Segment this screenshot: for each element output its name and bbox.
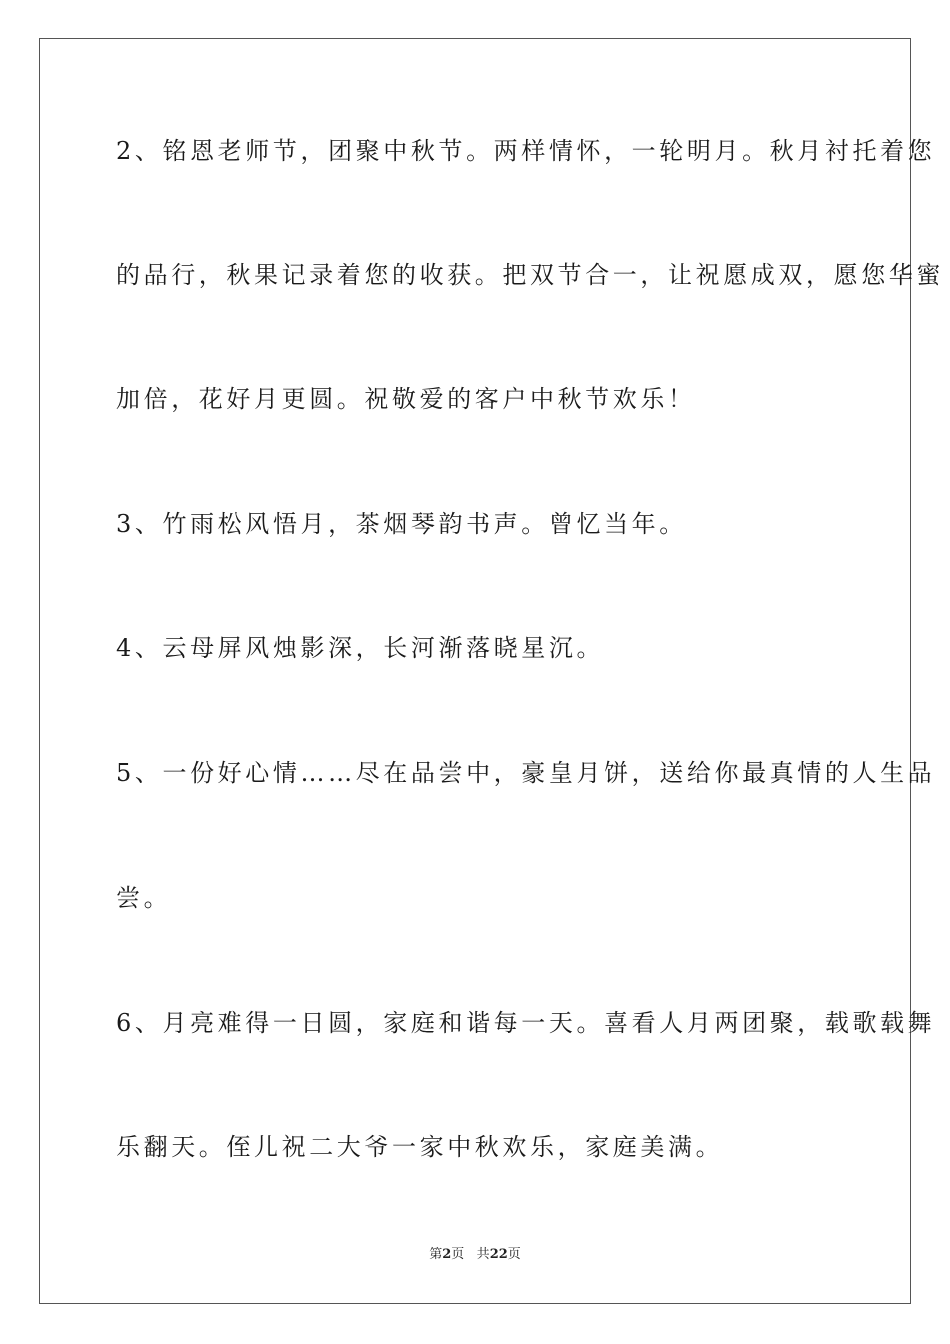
total-suffix: 页 bbox=[507, 1247, 521, 1262]
paragraph-2-line-2: 的品行，秋果记录着您的收获。把双节合一，让祝愿成双，愿您华蜜 bbox=[116, 261, 944, 289]
page-frame bbox=[39, 38, 944, 1304]
paragraph-6-line-1: 6、月亮难得一日圆，家庭和谐每一天。喜看人月两团聚，载歌载舞 bbox=[116, 1009, 936, 1037]
total-prefix: 共 bbox=[476, 1247, 490, 1262]
paragraph-4-line-1: 4、云母屏风烛影深，长河渐落晓星沉。 bbox=[116, 634, 605, 662]
total-pages: 22 bbox=[489, 1247, 508, 1262]
paragraph-6-line-2: 乐翻天。侄儿祝二大爷一家中秋欢乐，家庭美满。 bbox=[116, 1133, 724, 1161]
paragraph-2-line-3: 加倍，花好月更圆。祝敬爱的客户中秋节欢乐！ bbox=[116, 385, 696, 413]
paragraph-3-line-1: 3、竹雨松风悟月，茶烟琴韵书声。曾忆当年。 bbox=[116, 510, 687, 538]
page-prefix: 第 bbox=[429, 1247, 443, 1262]
paragraph-5-line-1: 5、一份好心情……尽在品尝中，豪皇月饼，送给你最真情的人生品 bbox=[116, 759, 936, 787]
page-suffix: 页 bbox=[451, 1247, 465, 1262]
page-footer bbox=[0, 1247, 950, 1263]
paragraph-2-line-1: 2、铭恩老师节，团聚中秋节。两样情怀，一轮明月。秋月衬托着您 bbox=[116, 137, 936, 165]
paragraph-5-line-2: 尝。 bbox=[116, 884, 172, 912]
page-number: 2 bbox=[442, 1247, 452, 1262]
